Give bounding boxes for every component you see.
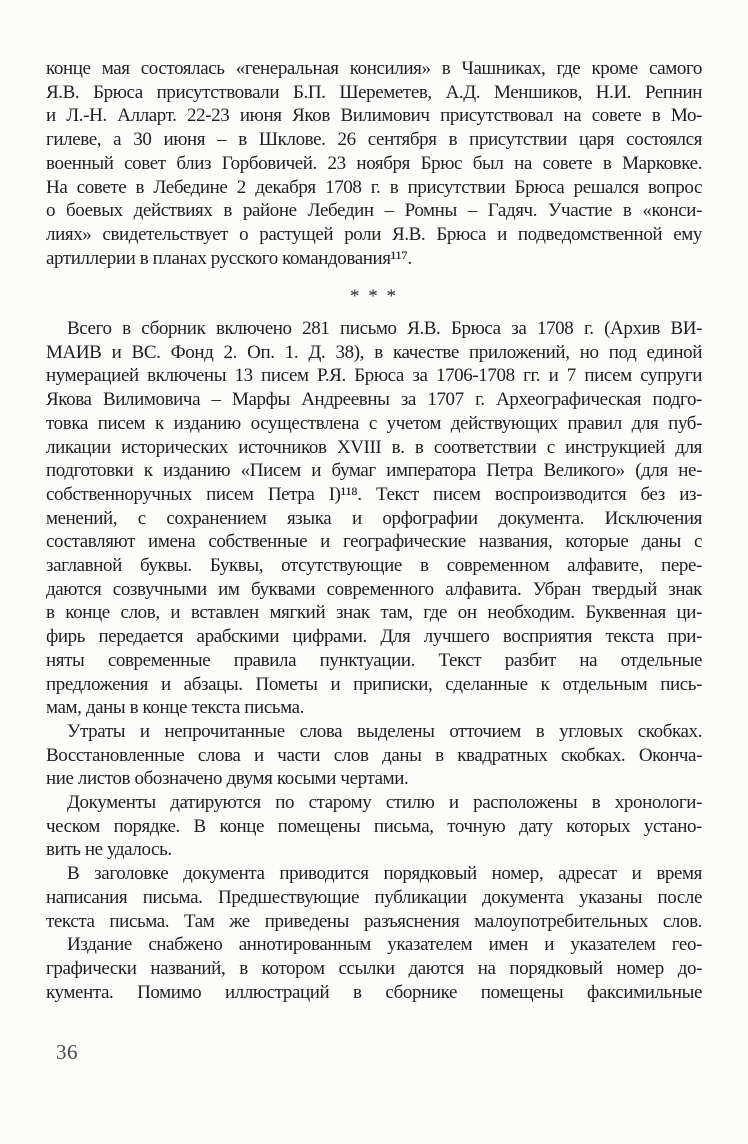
paragraph-collection-overview xyxy=(46,317,702,720)
text-line: собственноручных писем Петра I)¹¹⁸. Текст писем воспроизводится без из- xyxy=(46,483,702,505)
text-line: нумерацией включены 13 писем Р.Я. Брюса за 1706-1708 гг. и 7 писем супруги xyxy=(46,365,702,387)
paragraph-war-councils xyxy=(46,57,702,270)
text-line: Утраты и непрочитанные слова выделены отточием в угловых скобках. xyxy=(67,720,702,742)
text-line: мам, даны в конце текста письма. xyxy=(46,697,304,719)
section-separator: * * * xyxy=(350,286,398,308)
paragraph-indexes xyxy=(46,933,702,1004)
text-line: ликации исторических источников XVIII в. в соответствии с инструкцией для xyxy=(46,436,702,458)
text-line: подготовки к изданию «Писем и бумаг императора Петра Великого» (для не- xyxy=(46,460,702,482)
text-line: Я.В. Брюса присутствовали Б.П. Шереметев, А.Д. Меншиков, Н.И. Репнин xyxy=(46,81,702,103)
page-number: 36 xyxy=(56,1040,78,1064)
text-line: о боевых действиях в районе Лебедин – Ромны – Гадяч. Участие в «конси- xyxy=(46,200,702,222)
text-line: текста письма. Там же приведены разъяснения малоупотребительных слов. xyxy=(46,910,702,932)
text-line: составляют имена собственные и географические названия, которые даны с xyxy=(46,531,702,553)
paragraph-document-headers xyxy=(46,862,702,933)
paragraph-dating xyxy=(46,791,702,862)
text-line: вить не удалось. xyxy=(46,839,172,861)
text-line: и Л.-Н. Алларт. 22-23 июня Яков Вилимович присутствовал на совете в Мо- xyxy=(46,105,702,127)
text-line: няты современные правила пунктуации. Текст разбит на отдельные xyxy=(46,649,702,671)
text-line: артиллерии в планах русского командования¹¹⁷. xyxy=(46,247,412,269)
text-line: графически названий, в котором ссылки даются на порядковый номер до- xyxy=(46,958,702,979)
text-line: Документы датируются по старому стилю и расположены в хронологи- xyxy=(67,792,702,814)
text-line: Всего в сборник включено 281 письмо Я.В. Брюса за 1708 г. (Архив ВИ- xyxy=(67,318,702,340)
text-line: На совете в Лебедине 2 декабря 1708 г. в присутствии Брюса решался вопрос xyxy=(46,176,702,198)
text-line: военный совет близ Горбовичей. 23 ноября Брюс был на совете в Марковке. xyxy=(46,152,702,174)
text-line: ние листов обозначено двумя косыми чертами. xyxy=(46,768,409,790)
text-line: ческом порядке. В конце помещены письма, точную дату которых устано- xyxy=(46,815,702,837)
text-line: В заголовке документа приводится порядковый номер, адресат и время xyxy=(67,863,702,885)
text-line: Якова Вилимовича – Марфы Андреевны за 1707 г. Археографическая подго- xyxy=(46,389,702,411)
text-line: Восстановленные слова и части слов даны в квадратных скобках. Оконча- xyxy=(46,744,702,766)
text-line: МАИВ и ВС. Фонд 2. Оп. 1. Д. 38), в качестве приложений, но под единой xyxy=(46,341,702,363)
text-line: предложения и абзацы. Пометы и приписки, сделанные к отдельным пись- xyxy=(46,673,702,695)
page-text xyxy=(46,57,702,1004)
paragraph-lacunae-notation xyxy=(46,720,702,791)
text-line: кумента. Помимо иллюстраций в сборнике помещены факсимильные xyxy=(46,981,702,1003)
text-line: Издание снабжено аннотированным указателем имен и указателем гео- xyxy=(67,934,702,956)
text-line: менений, с сохранением языка и орфографии документа. Исключения xyxy=(46,507,702,529)
text-line: товка писем к изданию осуществлена с учетом действующих правил для пуб- xyxy=(46,412,702,434)
text-line: конце мая состоялась «генеральная консилия» в Чашниках, где кроме самого xyxy=(46,58,702,79)
text-line: заглавной буквы. Буквы, отсутствующие в современном алфавите, пере- xyxy=(46,555,702,577)
text-line: фирь передается арабскими цифрами. Для лучшего восприятия текста при- xyxy=(46,626,702,648)
text-line: написания письма. Предшествующие публикации документа указаны после xyxy=(46,886,702,908)
text-line: лиях» свидетельствует о растущей роли Я.В. Брюса и подведомственной ему xyxy=(46,223,702,245)
text-line: даются созвучными им буквами современного алфавита. Убран твердый знак xyxy=(46,578,702,600)
text-line: гилеве, а 30 июня – в Шклове. 26 сентября в присутствии царя состоялся xyxy=(46,129,702,151)
text-line: в конце слов, и вставлен мягкий знак там, где он необходим. Буквенная ци- xyxy=(46,602,702,624)
